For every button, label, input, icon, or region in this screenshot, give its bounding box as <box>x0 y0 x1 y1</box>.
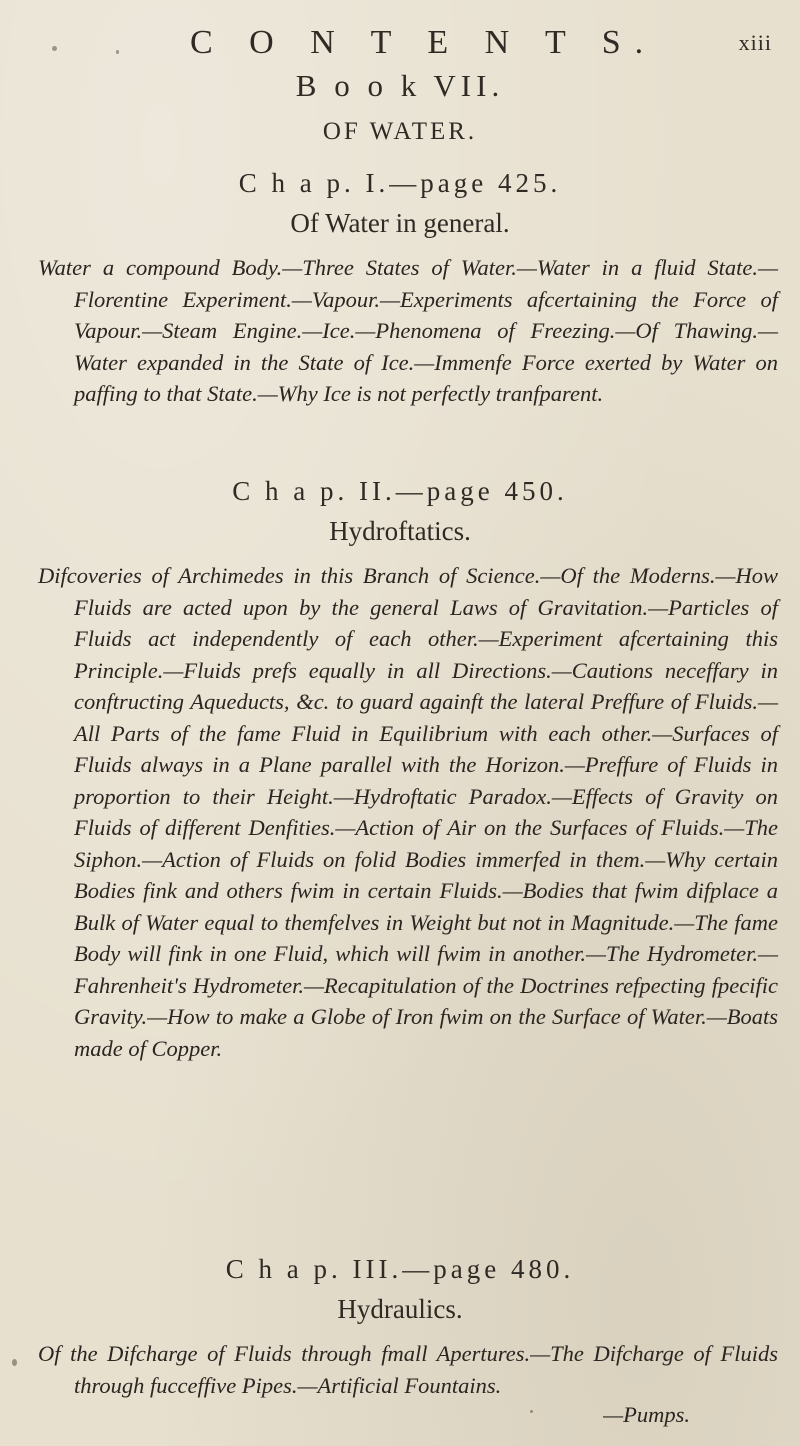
chapter-3-label: C h a p. III.—page 480. <box>225 1254 575 1284</box>
chapter-2-title: Hydroftatics. <box>329 516 471 546</box>
running-head <box>0 22 800 62</box>
paper-speck <box>12 1359 17 1366</box>
chapter-2-label: C h a p. II.—page 450. <box>232 476 568 506</box>
chapter-2-synopsis: Difcoveries of Archimedes in this Branch of Science.—Of the Moderns.—How Fluids are acted upon by the general Laws of Gravitation.—Particles of Fluids act independently of each other.—Experiment afcertaining this Principle.—Fluids prefs equally in all Directions.—Cautions neceffary in conftructing Aqueducts, &c. to guard againft the lateral Preffure of Fluids.—All Parts of the fame Fluid in Equilibrium with each other.—Surfaces of Fluids always in a Plane parallel with the Horizon.—Preffure of Fluids in proportion to their Height.—Hydroftatic Paradox.—Effects of Gravity on Fluids of different Denfities.—Action of Air on the Surfaces of Fluids.—The Siphon.—Action of Fluids on folid Bodies immerfed in them.—Why certain Bodies fink and others fwim in certain Fluids.—Bodies that fwim difplace a Bulk of Water equal to themfelves in Weight but not in Magnitude.—The fame Body will fink in one Fluid, which will fwim in another.—The Hydrometer.—Fahrenheit's Hydrometer.—Recapitulation of the Doctrines refpecting fpecific Gravity.—How to make a Globe of Iron fwim on the Surface of Water.—Boats made of Copper. <box>38 563 778 1061</box>
paper-speck <box>530 1410 533 1413</box>
paper-speck <box>52 46 57 51</box>
book-subheading: OF WATER. <box>322 118 478 145</box>
chapter-1-synopsis: Water a compound Body.—Three States of Water.—Water in a fluid State.—Florentine Experiment.—Vapour.—Experiments afcertaining the Force of Vapour.—Steam Engine.—Ice.—Phenomena of Freezing.—Of Thawing.—Water expanded in the State of Ice.—Immenfe Force exerted by Water on paffing to that State.—Why Ice is not perfectly tranfparent. <box>38 255 778 406</box>
running-title: C O N T E N T S. <box>190 24 658 61</box>
chapter-3-synopsis-end: —Pumps. <box>603 1402 690 1427</box>
chapter-1-label: C h a p. I.—page 425. <box>238 168 562 198</box>
chapter-1-title: Of Water in general. <box>290 208 510 238</box>
page-folio: xiii <box>738 30 772 55</box>
book-heading: B o o k VII. <box>295 68 505 103</box>
chapter-3-title: Hydraulics. <box>337 1294 463 1324</box>
chapter-3-synopsis: Of the Difcharge of Fluids through fmall Apertures.—The Difcharge of Fluids through fucceffive Pipes.—Artificial Fountains. <box>38 1341 778 1398</box>
paper-speck <box>116 50 119 54</box>
